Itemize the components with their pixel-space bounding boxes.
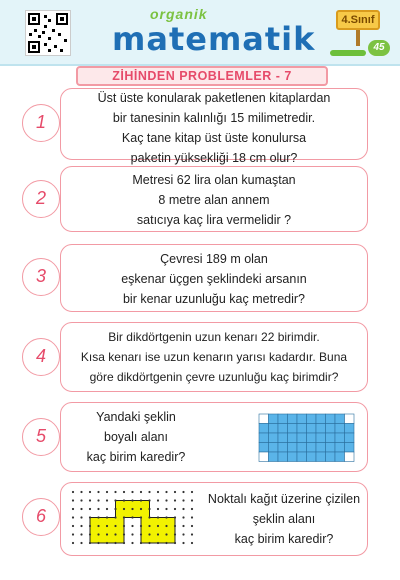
- grid-dot: [123, 516, 125, 518]
- grid-dot: [165, 525, 167, 527]
- problem-line: Kaç tane kitap üst üste konulursa: [121, 131, 307, 145]
- grid-dot: [72, 533, 74, 535]
- shaded-cell: [335, 414, 345, 424]
- grid-dot: [89, 516, 91, 518]
- grid-dot: [89, 542, 91, 544]
- qr-code-icon: [25, 10, 71, 56]
- grid-dot: [157, 533, 159, 535]
- grid-dot: [157, 525, 159, 527]
- grid-dot: [182, 516, 184, 518]
- grid-dot: [123, 533, 125, 535]
- grid-dot: [97, 491, 99, 493]
- empty-cell: [345, 452, 355, 462]
- grid-dot: [80, 499, 82, 501]
- grid-dot: [72, 491, 74, 493]
- grid-dot: [157, 542, 159, 544]
- grid-dot: [89, 491, 91, 493]
- shaded-cell: [278, 433, 288, 443]
- grid-dot: [148, 525, 150, 527]
- problem-line: eşkenar üçgen şeklindeki arsanın: [121, 272, 307, 286]
- grid-dot: [89, 508, 91, 510]
- shaded-cell: [326, 424, 336, 434]
- grid-dot: [131, 491, 133, 493]
- grid-dot: [114, 499, 116, 501]
- shaded-cell: [269, 414, 279, 424]
- grid-dot: [140, 499, 142, 501]
- shaded-cell: [259, 424, 269, 434]
- grid-dot: [148, 499, 150, 501]
- problem-text: [61, 170, 367, 230]
- page-header: [0, 0, 400, 66]
- grid-dot: [182, 533, 184, 535]
- grid-dot: [123, 508, 125, 510]
- grid-dot: [191, 533, 193, 535]
- grid-dot: [123, 542, 125, 544]
- grid-dot: [191, 499, 193, 501]
- problem-line: Metresi 62 lira olan kumaştan: [132, 173, 296, 187]
- problem-line: paketin yüksekliği 18 cm olur?: [130, 151, 298, 165]
- grid-dot: [80, 491, 82, 493]
- dotted-paper-figure: [67, 487, 199, 551]
- grid-dot: [123, 491, 125, 493]
- grid-dot: [140, 491, 142, 493]
- grid-dot: [97, 542, 99, 544]
- grid-dot: [182, 499, 184, 501]
- grid-dot: [191, 491, 193, 493]
- problem-number: 4: [22, 338, 60, 376]
- shaded-cell: [326, 433, 336, 443]
- grid-dot: [140, 525, 142, 527]
- grid-dot: [106, 516, 108, 518]
- grid-dot: [191, 525, 193, 527]
- problem-text: [61, 249, 367, 309]
- grid-dot: [182, 508, 184, 510]
- problem-text: [61, 88, 367, 168]
- grid-dot: [182, 491, 184, 493]
- shaded-cell: [335, 433, 345, 443]
- grid-dot: [165, 499, 167, 501]
- shaded-cell: [288, 424, 298, 434]
- grid-dot: [72, 516, 74, 518]
- shaded-cell: [326, 452, 336, 462]
- shaded-cell: [335, 424, 345, 434]
- shaded-cell: [278, 414, 288, 424]
- grid-dot: [114, 508, 116, 510]
- shaded-cell: [278, 424, 288, 434]
- grid-dot: [157, 516, 159, 518]
- grid-dot: [114, 516, 116, 518]
- grid-dot: [191, 508, 193, 510]
- problem-number: 3: [22, 258, 60, 296]
- grid-dot: [148, 491, 150, 493]
- grid-dot: [165, 533, 167, 535]
- shaded-cell: [259, 433, 269, 443]
- grid-dot: [165, 542, 167, 544]
- problem-number: 5: [22, 418, 60, 456]
- grid-dot: [123, 499, 125, 501]
- grid-dot: [97, 533, 99, 535]
- sign-post: [356, 30, 360, 46]
- grid-dot: [148, 533, 150, 535]
- shaded-cell: [269, 424, 279, 434]
- shaded-cell: [345, 433, 355, 443]
- grid-dot: [182, 542, 184, 544]
- grid-dot: [89, 533, 91, 535]
- grid-dot: [114, 542, 116, 544]
- shaded-cell: [316, 433, 326, 443]
- shaded-cell: [316, 443, 326, 453]
- grid-dot: [174, 499, 176, 501]
- problem-number: 2: [22, 180, 60, 218]
- grid-dot: [106, 499, 108, 501]
- grid-dot: [131, 508, 133, 510]
- shaded-cell: [297, 452, 307, 462]
- worksheet-title: ZİHİNDEN PROBLEMLER - 7: [76, 66, 328, 86]
- problem-text: [61, 327, 367, 387]
- shaded-cell: [278, 452, 288, 462]
- page-number: 45: [368, 40, 390, 56]
- grid-dot: [114, 533, 116, 535]
- brand-subtitle: organik: [150, 6, 208, 22]
- grid-dot: [165, 491, 167, 493]
- grid-dot: [72, 499, 74, 501]
- shaded-cell: [269, 452, 279, 462]
- problem-line: boyalı alanı: [104, 430, 168, 444]
- problem-line: Çevresi 189 m olan: [160, 252, 268, 266]
- grid-dot: [140, 516, 142, 518]
- grid-dot: [114, 491, 116, 493]
- grid-dot: [131, 499, 133, 501]
- shaded-cell: [297, 443, 307, 453]
- problem-line: Kısa kenarı ise uzun kenarın yarısı kadardır. Buna: [80, 350, 348, 364]
- shaded-cell: [278, 443, 288, 453]
- shaded-cell: [288, 443, 298, 453]
- grid-dot: [106, 508, 108, 510]
- grid-dot: [157, 508, 159, 510]
- problem-text: [61, 407, 211, 467]
- problem-line: Üst üste konularak paketlenen kitaplardan: [97, 91, 331, 105]
- problem-line: göre dikdörtgenin çevre uzunluğu kaç birimdir?: [89, 370, 339, 384]
- grid-dot: [114, 525, 116, 527]
- grid-dot: [80, 533, 82, 535]
- shaded-cell: [335, 443, 345, 453]
- shaded-cell: [269, 443, 279, 453]
- shaded-cell: [307, 452, 317, 462]
- shaded-cell: [288, 452, 298, 462]
- shaded-cell: [269, 433, 279, 443]
- grid-dot: [165, 508, 167, 510]
- grid-dot: [131, 533, 133, 535]
- grid-dot: [140, 542, 142, 544]
- grid-dot: [140, 508, 142, 510]
- grid-dot: [123, 525, 125, 527]
- shaded-cell: [345, 443, 355, 453]
- shaded-cell: [288, 433, 298, 443]
- grid-dot: [106, 525, 108, 527]
- problem-line: kaç birim karedir?: [234, 532, 334, 546]
- problem-line: kaç birim karedir?: [86, 450, 186, 464]
- grid-dot: [191, 516, 193, 518]
- problem-box: [60, 244, 368, 312]
- problem-line: bir tanesinin kalınlığı 15 milimetredir.: [112, 111, 316, 125]
- problem-number: 1: [22, 104, 60, 142]
- shaded-cell: [307, 414, 317, 424]
- shaded-cell: [297, 414, 307, 424]
- shaded-cell: [316, 424, 326, 434]
- grid-dot: [72, 508, 74, 510]
- problem-box: [60, 402, 368, 472]
- shaded-cell: [326, 414, 336, 424]
- problem-box: [60, 166, 368, 232]
- yellow-shape: [90, 501, 175, 544]
- grid-dot: [148, 508, 150, 510]
- grid-dot: [174, 508, 176, 510]
- problem-box: [60, 482, 368, 556]
- grid-dot: [72, 525, 74, 527]
- problem-line: satıcıya kaç lira vermelidir ?: [136, 213, 292, 227]
- shaded-cell: [316, 452, 326, 462]
- brand-title: matematik: [112, 20, 316, 58]
- grid-dot: [182, 525, 184, 527]
- grid-dot: [148, 542, 150, 544]
- empty-cell: [345, 414, 355, 424]
- grid-dot: [80, 542, 82, 544]
- grid-dot: [174, 516, 176, 518]
- problem-box: [60, 322, 368, 392]
- shaded-cell: [259, 443, 269, 453]
- problem-line: Bir dikdörtgenin uzun kenarı 22 birimdir.: [108, 330, 320, 344]
- grid-dot: [157, 499, 159, 501]
- grid-dot: [131, 525, 133, 527]
- grid-dot: [97, 499, 99, 501]
- grid-dot: [174, 525, 176, 527]
- grid-dot: [89, 525, 91, 527]
- problem-line: bir kenar uzunluğu kaç metredir?: [122, 292, 306, 306]
- grid-dot: [80, 516, 82, 518]
- grid-dot: [131, 516, 133, 518]
- grade-label: 4.Sınıf: [336, 10, 380, 30]
- problem-line: Yandaki şeklin: [96, 410, 176, 424]
- shaded-grid-figure: [257, 413, 357, 463]
- grid-dot: [106, 533, 108, 535]
- shaded-cell: [345, 424, 355, 434]
- shaded-cell: [307, 443, 317, 453]
- problem-line: 8 metre alan annem: [158, 193, 270, 207]
- grid-dot: [72, 542, 74, 544]
- grid-dot: [131, 542, 133, 544]
- problem-box: [60, 88, 368, 165]
- shaded-cell: [326, 443, 336, 453]
- shaded-cell: [307, 433, 317, 443]
- grid-dot: [80, 525, 82, 527]
- grid-dot: [174, 491, 176, 493]
- grid-dot: [174, 533, 176, 535]
- shaded-cell: [316, 414, 326, 424]
- problem-line: şeklin alanı: [252, 512, 316, 526]
- grid-dot: [140, 533, 142, 535]
- grid-dot: [191, 542, 193, 544]
- shaded-cell: [288, 414, 298, 424]
- empty-cell: [259, 414, 269, 424]
- grid-dot: [97, 508, 99, 510]
- problem-number: 6: [22, 498, 60, 536]
- empty-cell: [259, 452, 269, 462]
- grid-dot: [80, 508, 82, 510]
- grid-dot: [106, 491, 108, 493]
- grid-dot: [97, 525, 99, 527]
- shaded-cell: [297, 424, 307, 434]
- grass-decoration: [330, 50, 366, 56]
- grid-dot: [89, 499, 91, 501]
- shaded-cell: [335, 452, 345, 462]
- grid-dot: [157, 491, 159, 493]
- grid-dot: [165, 516, 167, 518]
- grid-dot: [106, 542, 108, 544]
- grid-dot: [148, 516, 150, 518]
- shaded-cell: [307, 424, 317, 434]
- problem-text: [201, 489, 367, 549]
- grid-dot: [174, 542, 176, 544]
- grid-dot: [97, 516, 99, 518]
- problem-line: Noktalı kağıt üzerine çizilen: [207, 492, 361, 506]
- shaded-cell: [297, 433, 307, 443]
